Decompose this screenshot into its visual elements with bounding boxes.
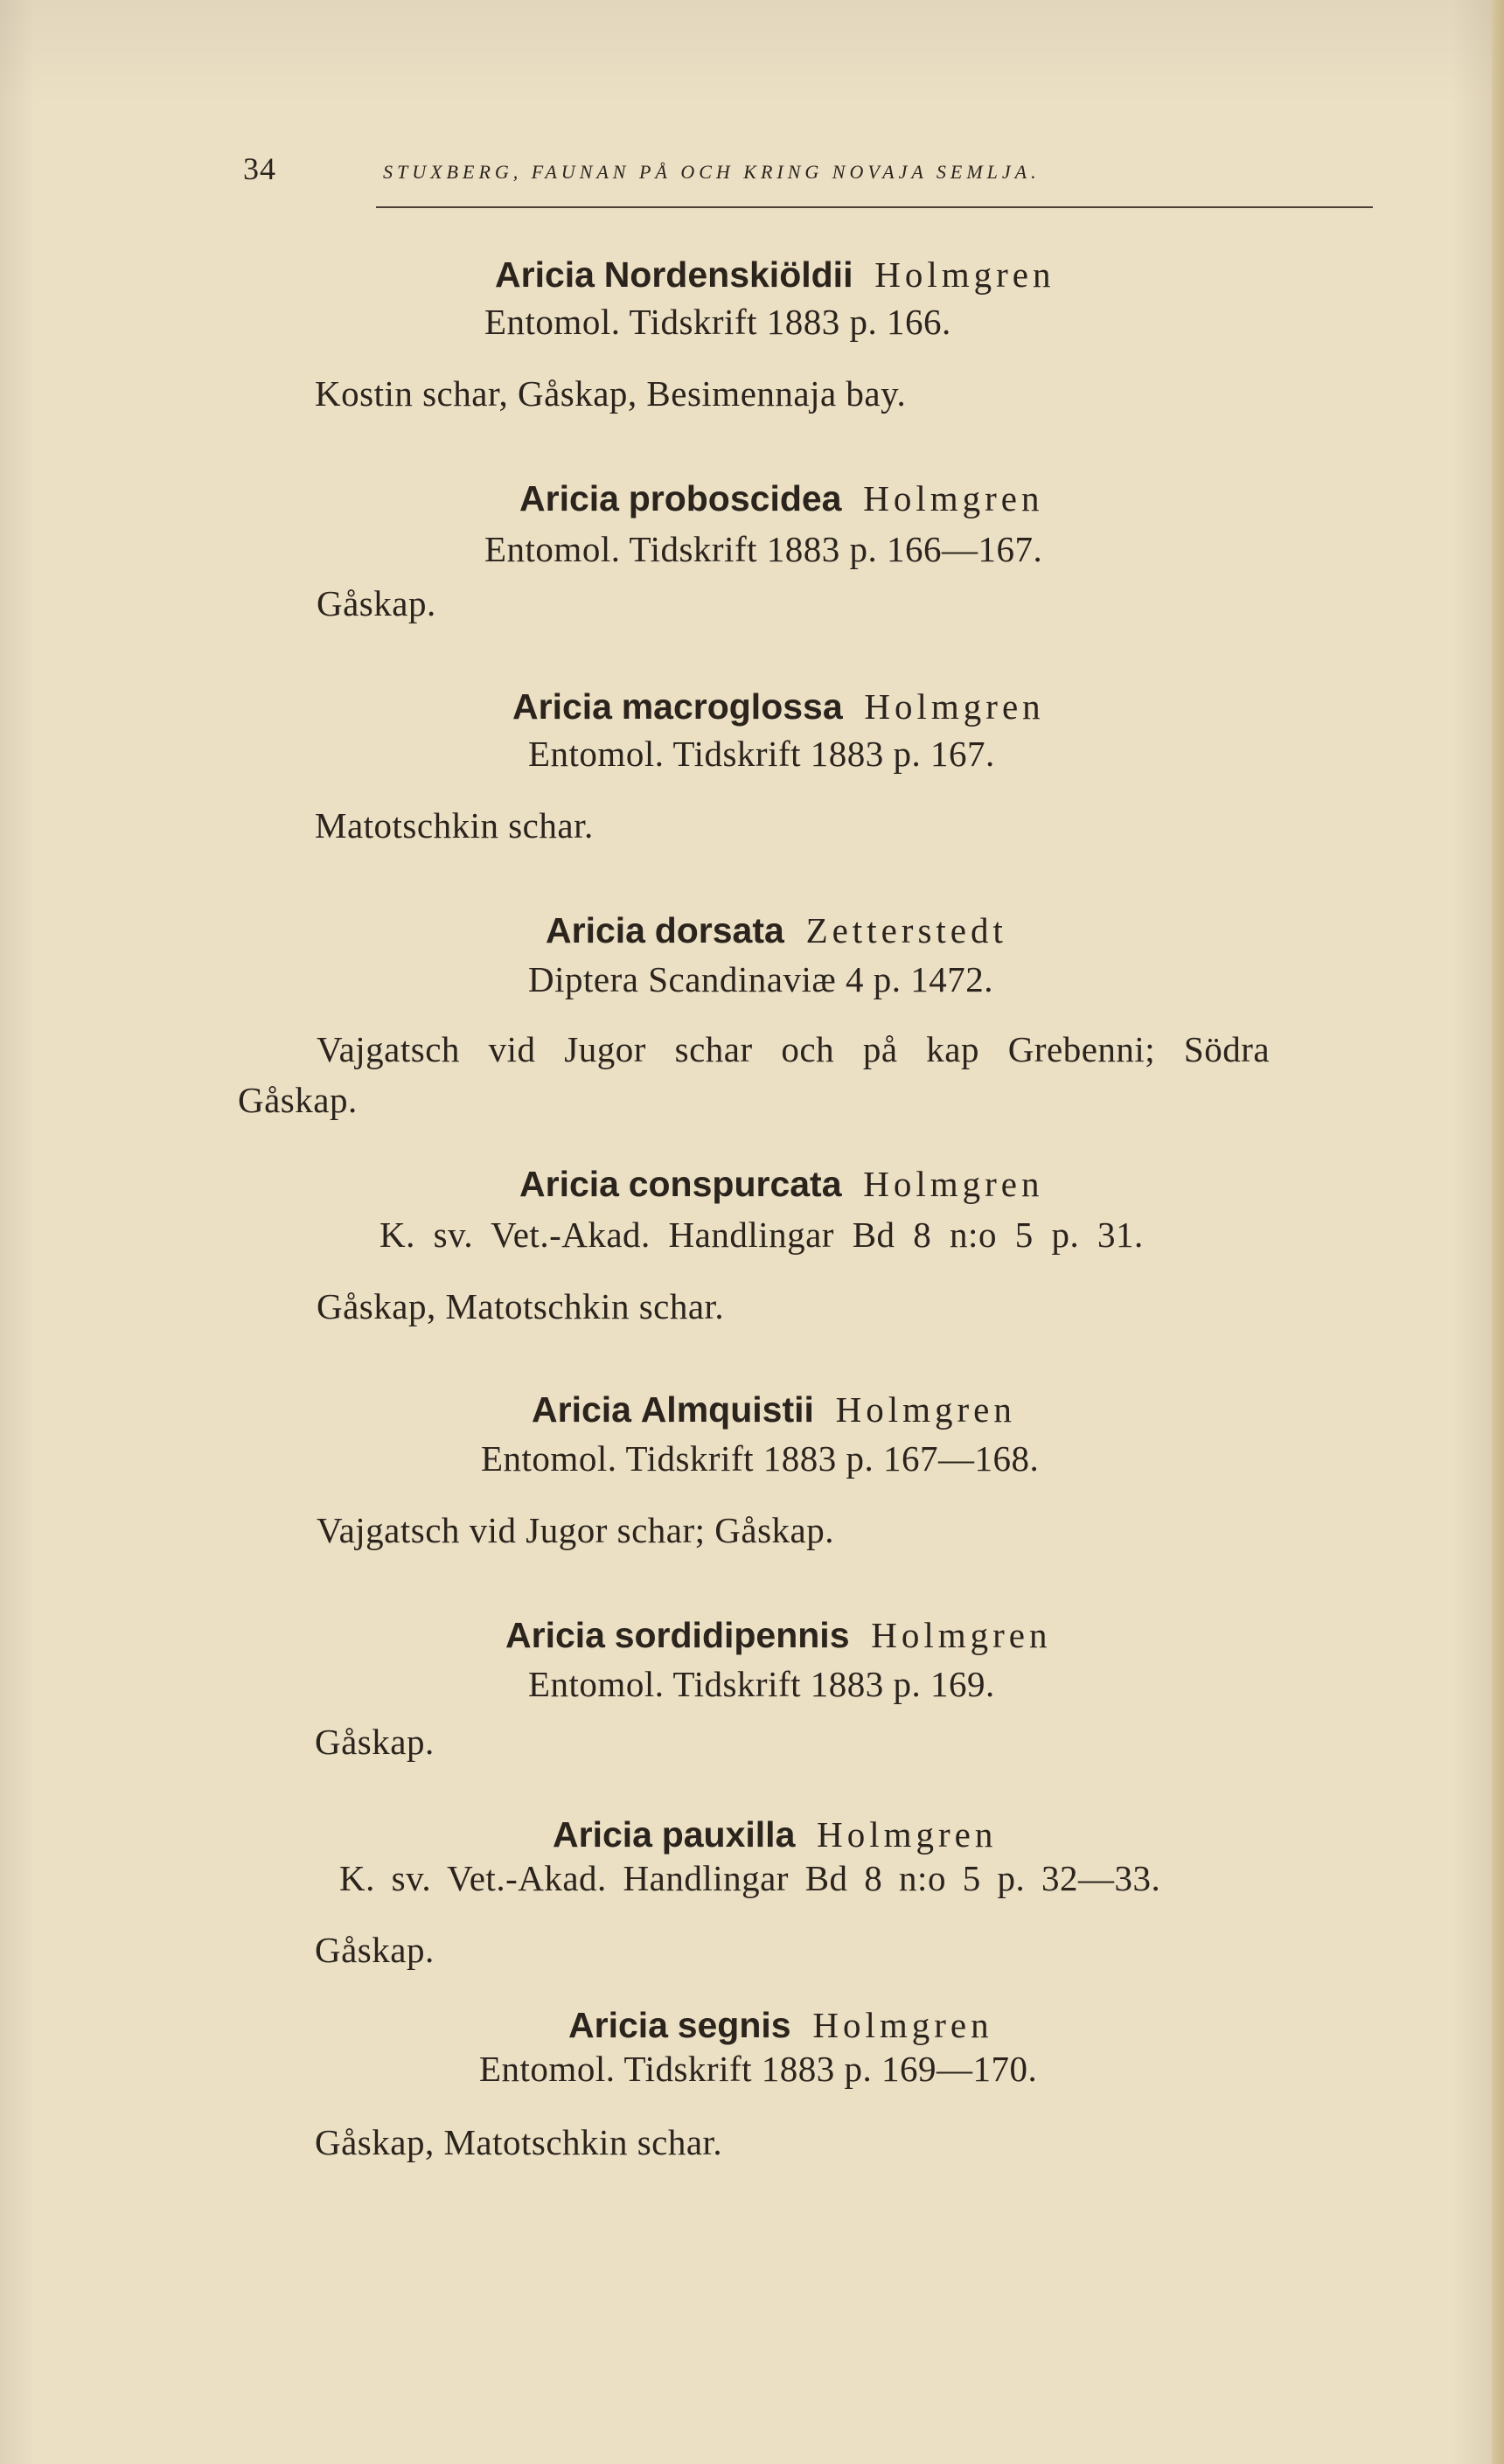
species-title — [495, 254, 1055, 296]
locality-text: Matotschkin schar. — [315, 805, 594, 846]
literature-reference: Entomol. Tidskrift 1883 p. 169—170. — [479, 2049, 1038, 2089]
literature-reference: Entomol. Tidskrift 1883 p. 167—168. — [481, 1438, 1040, 1479]
locality-text: Gåskap. — [315, 1930, 435, 1970]
species-title — [532, 1389, 1016, 1431]
literature-reference: Entomol. Tidskrift 1883 p. 166—167. — [484, 529, 1043, 569]
species-name: macroglossa — [621, 686, 843, 727]
genus-name: Aricia — [546, 910, 645, 950]
species-title — [519, 1163, 1044, 1206]
genus-name: Aricia — [553, 1814, 652, 1855]
species-author: Holmgren — [874, 254, 1055, 295]
literature-reference: Entomol. Tidskrift 1883 p. 166. — [484, 302, 951, 342]
locality-text: Gåskap, Matotschkin schar. — [315, 2122, 723, 2162]
species-author: Holmgren — [863, 478, 1044, 519]
locality-text: Vajgatsch vid Jugor schar; Gåskap. — [317, 1510, 835, 1550]
species-author: Holmgren — [864, 686, 1045, 727]
genus-name: Aricia — [505, 1615, 605, 1655]
species-title — [553, 1813, 997, 1856]
genus-name: Aricia — [495, 254, 595, 295]
species-title — [512, 686, 1045, 728]
literature-reference: Diptera Scandinaviæ 4 p. 1472. — [528, 959, 993, 999]
species-title — [546, 909, 1007, 952]
locality-text: Gåskap. — [317, 583, 436, 623]
genus-name: Aricia — [568, 2005, 668, 2045]
species-name: conspurcata — [628, 1164, 842, 1204]
species-author: Holmgren — [863, 1164, 1044, 1204]
literature-reference: K. sv. Vet.-Akad. Handlingar Bd 8 n:o 5 p. 32—33. — [339, 1858, 1161, 1898]
literature-reference: Entomol. Tidskrift 1883 p. 169. — [528, 1664, 995, 1704]
page-number: 34 — [243, 151, 276, 186]
species-name: Almquistii — [640, 1389, 814, 1430]
locality-text-continued: Gåskap. — [238, 1080, 358, 1120]
species-name: sordidipennis — [614, 1615, 850, 1655]
literature-reference: Entomol. Tidskrift 1883 p. 167. — [528, 734, 995, 774]
species-name: dorsata — [654, 910, 784, 950]
species-author: Zetterstedt — [805, 910, 1007, 950]
species-author: Holmgren — [871, 1615, 1052, 1655]
species-title — [568, 2004, 993, 2047]
locality-text: Gåskap. — [315, 1722, 435, 1762]
species-author: Holmgren — [835, 1389, 1016, 1430]
species-title — [519, 477, 1043, 520]
genus-name: Aricia — [519, 478, 619, 519]
genus-name: Aricia — [519, 1164, 619, 1204]
page-edge — [1492, 0, 1504, 2464]
species-name: Nordenskiöldii — [603, 254, 853, 295]
literature-reference: K. sv. Vet.-Akad. Handlingar Bd 8 n:o 5 p. 31. — [379, 1215, 1144, 1255]
locality-text: Kostin schar, Gåskap, Besimennaja bay. — [315, 373, 907, 414]
species-author: Holmgren — [812, 2005, 993, 2045]
running-head: STUXBERG, FAUNAN PÅ OCH KRING NOVAJA SEMLJA. — [383, 161, 1041, 183]
species-name: pauxilla — [661, 1814, 796, 1855]
species-author: Holmgren — [817, 1814, 998, 1855]
locality-text: Vajgatsch vid Jugor schar och på kap Grebenni; Södra — [317, 1029, 1271, 1069]
genus-name: Aricia — [532, 1389, 631, 1430]
species-title — [505, 1614, 1052, 1657]
header-rule — [376, 206, 1373, 208]
locality-text: Gåskap, Matotschkin schar. — [317, 1286, 725, 1326]
species-name: proboscidea — [628, 478, 842, 519]
genus-name: Aricia — [512, 686, 612, 727]
species-name: segnis — [677, 2005, 791, 2045]
